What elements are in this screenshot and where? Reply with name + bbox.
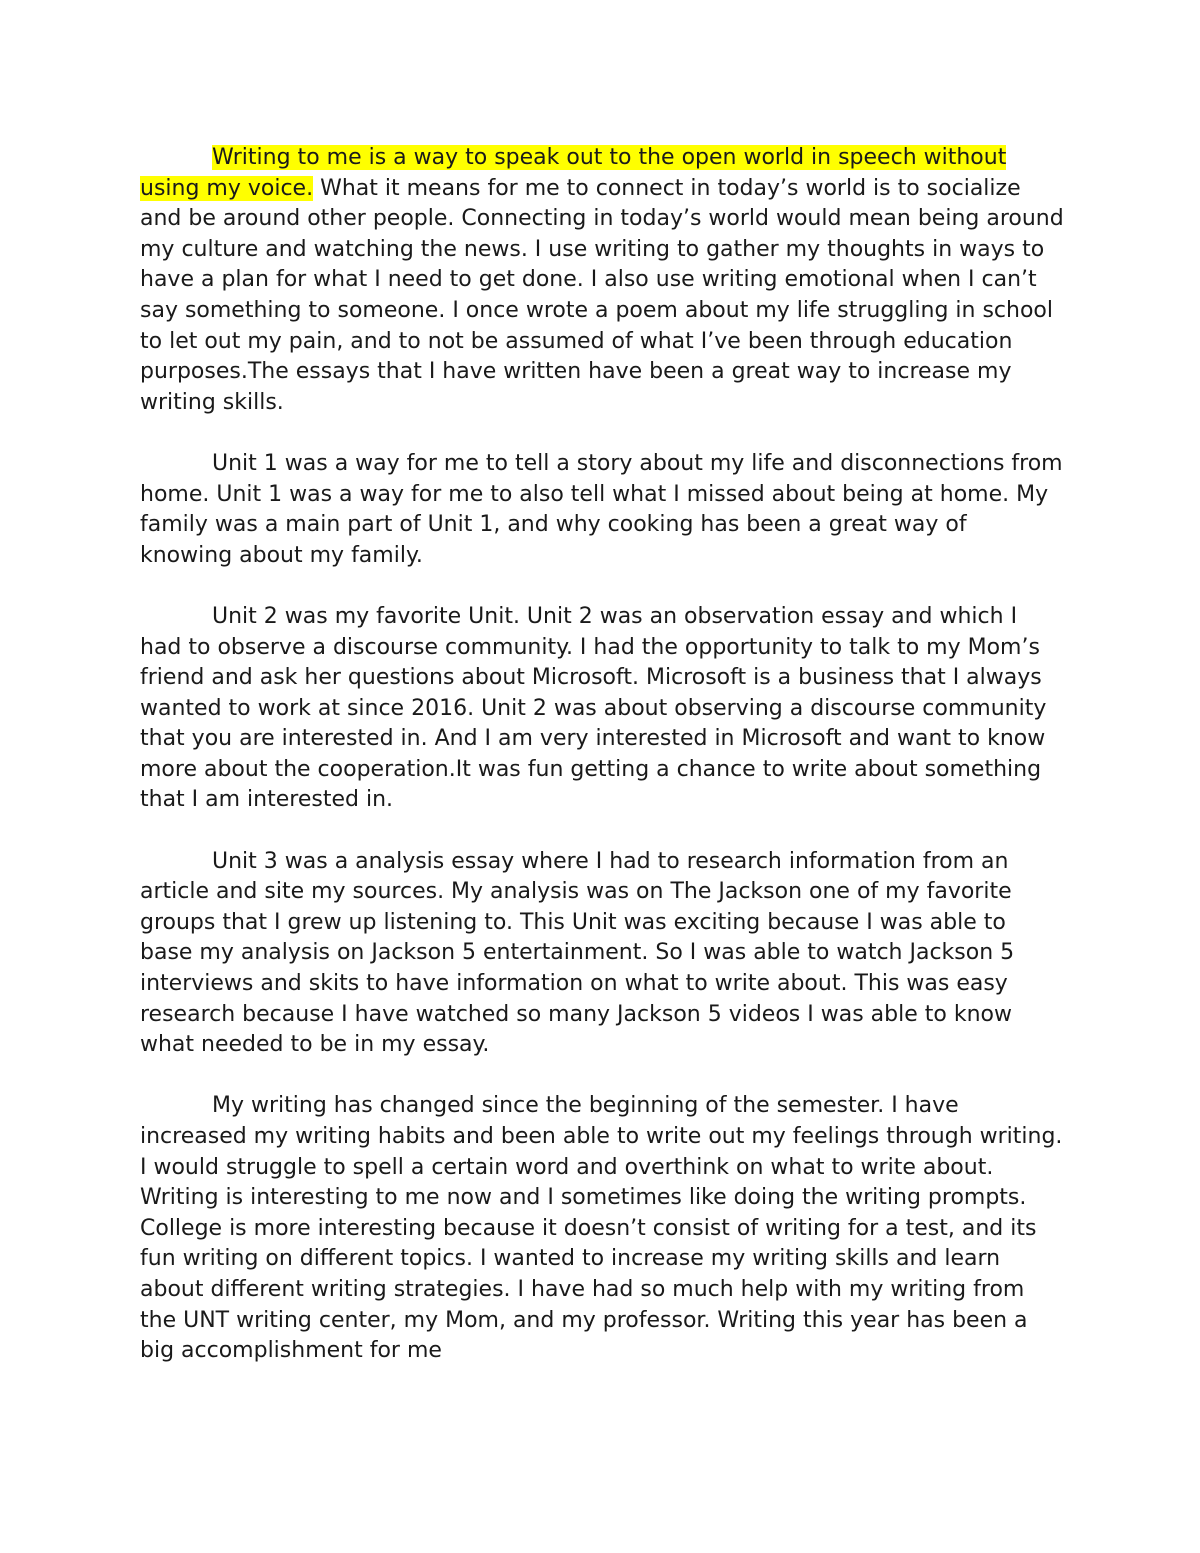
paragraph-text: Unit 1 was a way for me to tell a story about my life and disconnections from home. Unit 1 was a way for me to also tell what I missed about being at home. My family was a main part of Unit 1, and why cooking has been a great way of knowing about my family. — [140, 450, 1063, 568]
paragraph-text: Unit 3 was a analysis essay where I had to research information from an article and site my sources. My analysis was on The Jackson one of my favorite groups that I grew up listening to. This Unit was exciting because I was able to base my analysis on Jackson 5 entertainment. So I was able to watch Jackson 5 interviews and skits to have information on what to write about. This was easy research because I have watched so many Jackson 5 videos I was able to know what needed to be in my essay. — [140, 848, 1015, 1058]
paragraph-unit-1 — [140, 449, 1065, 571]
paragraph-text: Unit 2 was my favorite Unit. Unit 2 was an observation essay and which I had to observe a discourse community. I had the opportunity to talk to my Mom’s friend and ask her questions about Microsoft. Microsoft is a business that I always wanted to work at since 2016. Unit 2 was about observing a discourse community that you are interested in. And I am very interested in Microsoft and want to know more about the cooperation.It was fun getting a chance to write about something that I am interested in. — [140, 603, 1047, 813]
essay-body — [140, 143, 1065, 1397]
paragraph-intro — [140, 143, 1065, 418]
highlighted-sentence: Writing to me is a way to speak out to the open world in speech without using my voice. — [140, 145, 1007, 201]
paragraph-unit-3 — [140, 847, 1065, 1061]
paragraph-reflection — [140, 1091, 1065, 1366]
paragraph-unit-2 — [140, 602, 1065, 816]
paragraph-text: My writing has changed since the beginning of the semester. I have increased my writing habits and been able to write out my feelings through writing. I would struggle to spell a certain word and overthink on what to write about. Writing is interesting to me now and I sometimes like doing the writing prompts. College is more interesting because it doesn’t consist of writing for a test, and its fun writing on different topics. I wanted to increase my writing skills and learn about different writing strategies. I have had so much help with my writing from the UNT writing center, my Mom, and my professor. Writing this year has been a big accomplishment for me — [140, 1093, 1063, 1364]
paragraph-text: What it means for me to connect in today’s world is to socialize and be around other people. Connecting in today’s world would mean being around my culture and watching the news. I use writing to gather my thoughts in ways to have a plan for what I need to get done. I also use writing emotional when I can’t say something to someone. I once wrote a poem about my life struggling in school to let out my pain, and to not be assumed of what I’ve been through education purposes.The essays that I have written have been a great way to increase my writing skills. — [140, 175, 1064, 415]
